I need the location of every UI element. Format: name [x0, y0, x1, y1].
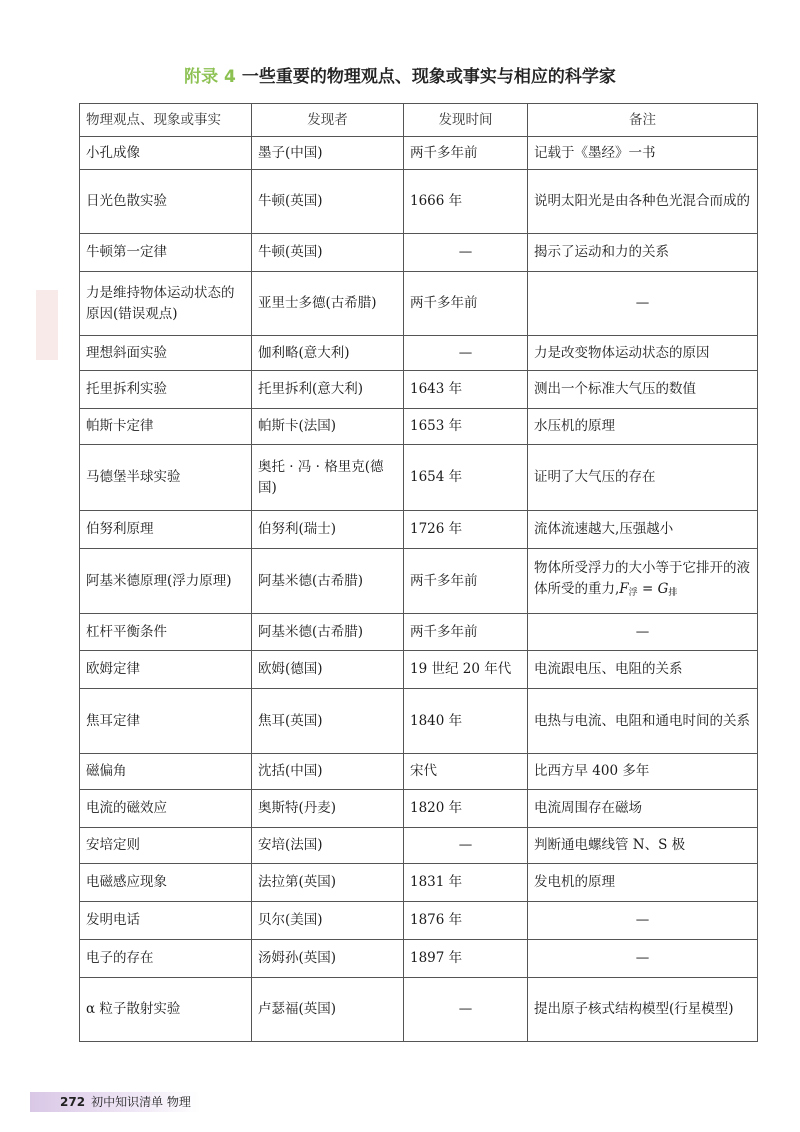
cell-fact: 安培定则 [80, 828, 252, 864]
cell-note: 水压机的原理 [528, 409, 758, 445]
cell-discoverer: 贝尔(美国) [252, 902, 404, 940]
cell-note: 电流跟电压、电阻的关系 [528, 651, 758, 689]
cell-discoverer: 汤姆孙(英国) [252, 940, 404, 978]
cell-discoverer: 阿基米德(古希腊) [252, 549, 404, 614]
cell-time: 1897 年 [404, 940, 528, 978]
cell-discoverer: 帕斯卡(法国) [252, 409, 404, 445]
cell-discoverer: 伯努利(瑞士) [252, 511, 404, 549]
cell-discoverer: 法拉第(英国) [252, 864, 404, 902]
table-row [80, 336, 758, 371]
scientists-table [79, 103, 758, 1042]
cell-time: 两千多年前 [404, 549, 528, 614]
cell-time: — [404, 234, 528, 272]
table-row [80, 754, 758, 790]
appendix-label: 附录 4 [184, 67, 236, 87]
cell-note: 发电机的原理 [528, 864, 758, 902]
cell-fact: 欧姆定律 [80, 651, 252, 689]
cell-note: — [528, 272, 758, 336]
cell-note: 流体流速越大,压强越小 [528, 511, 758, 549]
cell-discoverer: 伽利略(意大利) [252, 336, 404, 371]
cell-fact: 焦耳定律 [80, 689, 252, 754]
cell-time: 1666 年 [404, 170, 528, 234]
cell-note: 说明太阳光是由各种色光混合而成的 [528, 170, 758, 234]
cell-fact: 小孔成像 [80, 137, 252, 170]
cell-time: 1876 年 [404, 902, 528, 940]
cell-time: 两千多年前 [404, 614, 528, 651]
cell-discoverer: 奥斯特(丹麦) [252, 790, 404, 828]
cell-fact: 牛顿第一定律 [80, 234, 252, 272]
formula-f: F [619, 581, 629, 597]
cell-discoverer: 卢瑟福(英国) [252, 978, 404, 1042]
table-row [80, 170, 758, 234]
cell-note: 力是改变物体运动状态的原因 [528, 336, 758, 371]
cell-time: 两千多年前 [404, 137, 528, 170]
table-row [80, 978, 758, 1042]
cell-time: 1643 年 [404, 371, 528, 409]
cell-discoverer: 牛顿(英国) [252, 170, 404, 234]
cell-note: — [528, 614, 758, 651]
formula-f-sub: 浮 [628, 588, 638, 598]
cell-fact: α 粒子散射实验 [80, 978, 252, 1042]
table-row [80, 651, 758, 689]
header-note: 备注 [528, 104, 758, 137]
cell-time: 两千多年前 [404, 272, 528, 336]
cell-discoverer: 阿基米德(古希腊) [252, 614, 404, 651]
cell-note: 证明了大气压的存在 [528, 445, 758, 511]
cell-note: 记载于《墨经》一书 [528, 137, 758, 170]
cell-discoverer: 安培(法国) [252, 828, 404, 864]
header-discoverer: 发现者 [252, 104, 404, 137]
cell-fact: 电流的磁效应 [80, 790, 252, 828]
cell-time: 宋代 [404, 754, 528, 790]
cell-note: 测出一个标准大气压的数值 [528, 371, 758, 409]
page-title [0, 62, 800, 87]
table-row [80, 445, 758, 511]
cell-fact: 日光色散实验 [80, 170, 252, 234]
table-row [80, 902, 758, 940]
cell-fact: 力是维持物体运动状态的原因(错误观点) [80, 272, 252, 336]
table-row [80, 790, 758, 828]
cell-note: 电流周围存在磁场 [528, 790, 758, 828]
page-edge-mark [36, 290, 58, 360]
cell-note: 比西方早 400 多年 [528, 754, 758, 790]
cell-note: 物体所受浮力的大小等于它排开的液体所受的重力, [534, 560, 750, 597]
cell-fact: 马德堡半球实验 [80, 445, 252, 511]
table-row [80, 371, 758, 409]
cell-time: — [404, 336, 528, 371]
cell-time: 1654 年 [404, 445, 528, 511]
table-header-row [80, 104, 758, 137]
table-row [80, 549, 758, 614]
cell-note: 提出原子核式结构模型(行星模型) [528, 978, 758, 1042]
cell-note: 揭示了运动和力的关系 [528, 234, 758, 272]
cell-fact: 帕斯卡定律 [80, 409, 252, 445]
header-time: 发现时间 [404, 104, 528, 137]
table-row [80, 828, 758, 864]
cell-discoverer: 奥托 · 冯 · 格里克(德国) [252, 445, 404, 511]
cell-fact: 伯努利原理 [80, 511, 252, 549]
cell-discoverer: 欧姆(德国) [252, 651, 404, 689]
title-text: 一些重要的物理观点、现象或事实与相应的科学家 [241, 67, 616, 87]
cell-time: 1726 年 [404, 511, 528, 549]
table-row [80, 272, 758, 336]
cell-discoverer: 亚里士多德(古希腊) [252, 272, 404, 336]
formula-eq: = [637, 581, 658, 597]
cell-fact: 托里拆利实验 [80, 371, 252, 409]
cell-discoverer: 墨子(中国) [252, 137, 404, 170]
header-fact: 物理观点、现象或事实 [80, 104, 252, 137]
cell-time: — [404, 828, 528, 864]
cell-time: 1831 年 [404, 864, 528, 902]
formula-g: G [657, 581, 669, 597]
table-row [80, 511, 758, 549]
cell-note-with-formula [528, 549, 758, 614]
cell-discoverer: 托里拆利(意大利) [252, 371, 404, 409]
table-row [80, 614, 758, 651]
cell-discoverer: 沈括(中国) [252, 754, 404, 790]
table-row [80, 940, 758, 978]
cell-note: — [528, 940, 758, 978]
cell-time: 1820 年 [404, 790, 528, 828]
cell-time: 1840 年 [404, 689, 528, 754]
cell-note: 电热与电流、电阻和通电时间的关系 [528, 689, 758, 754]
cell-fact: 电磁感应现象 [80, 864, 252, 902]
page-number: 272 [60, 1095, 86, 1109]
table-row [80, 864, 758, 902]
cell-note: — [528, 902, 758, 940]
cell-note: 判断通电螺线管 N、S 极 [528, 828, 758, 864]
cell-time: 19 世纪 20 年代 [404, 651, 528, 689]
cell-time: 1653 年 [404, 409, 528, 445]
cell-fact: 阿基米德原理(浮力原理) [80, 549, 252, 614]
cell-fact: 磁偏角 [80, 754, 252, 790]
cell-fact: 发明电话 [80, 902, 252, 940]
cell-time: — [404, 978, 528, 1042]
cell-fact: 杠杆平衡条件 [80, 614, 252, 651]
cell-discoverer: 焦耳(英国) [252, 689, 404, 754]
cell-fact: 理想斜面实验 [80, 336, 252, 371]
table-row [80, 234, 758, 272]
cell-fact: 电子的存在 [80, 940, 252, 978]
page-footer [60, 1093, 191, 1110]
formula-g-sub: 排 [668, 588, 678, 598]
cell-discoverer: 牛顿(英国) [252, 234, 404, 272]
table-row [80, 137, 758, 170]
table-row [80, 409, 758, 445]
book-title: 初中知识清单 物理 [91, 1095, 191, 1109]
table-row [80, 689, 758, 754]
